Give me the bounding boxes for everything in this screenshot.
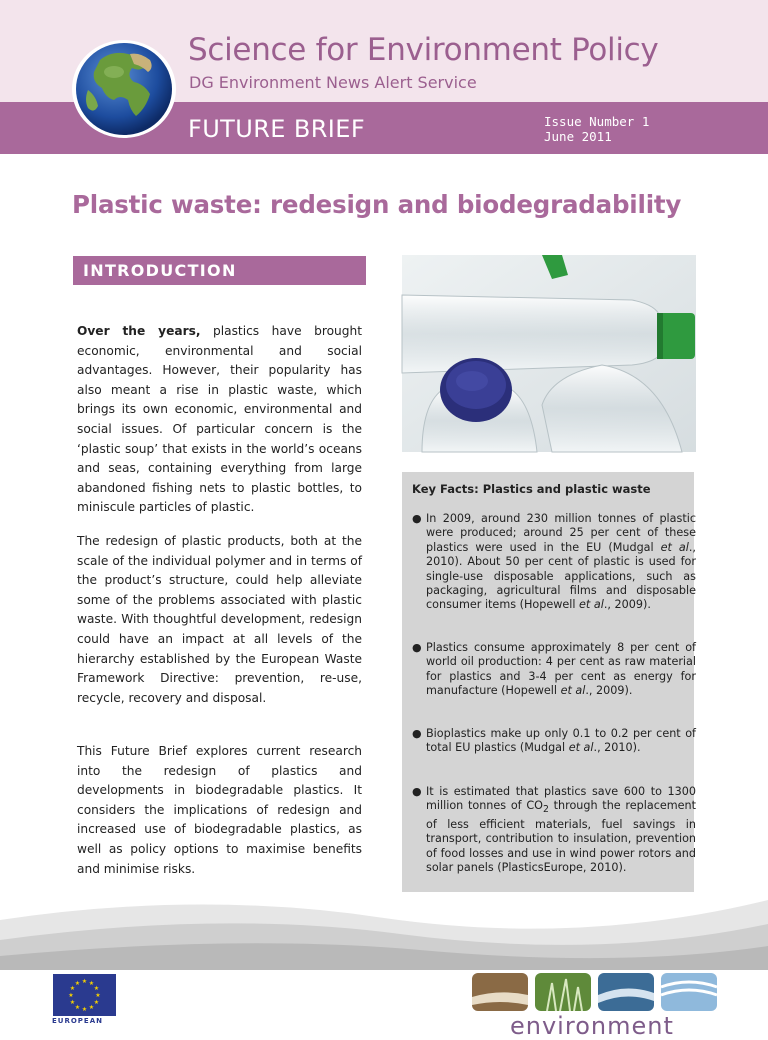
bullet-icon: ● bbox=[412, 641, 422, 654]
svg-text:★: ★ bbox=[93, 985, 100, 992]
svg-text:★: ★ bbox=[68, 992, 74, 999]
svg-text:★: ★ bbox=[88, 980, 95, 987]
page-title: Plastic waste: redesign and biodegradability bbox=[72, 190, 682, 219]
svg-text:★: ★ bbox=[69, 985, 76, 992]
issue-number: Issue Number 1 bbox=[544, 114, 650, 129]
fact-text: Bioplastics make up only 0.1 to 0.2 per cent of total EU plastics (Mudgal et al., 2010). bbox=[426, 727, 696, 755]
key-facts-box bbox=[402, 472, 694, 892]
bullet-icon: ● bbox=[412, 727, 422, 740]
intro-paragraph-1 bbox=[77, 322, 362, 518]
key-facts-title: Key Facts: Plastics and plastic waste bbox=[412, 482, 651, 496]
intro-paragraph-2: The redesign of plastic products, both at the scale of the individual polymer and in terms of the product’s structure, could help alleviate some of the problems associated with plastic waste. With thoughtful development, redesign could have an impact at all levels of the hierarchy established by the European Waste Framework Directive: prevention, re-use, recycle, recovery and disposal. bbox=[77, 534, 362, 705]
intro-paragraph-1-text: plastics have brought economic, environmental and social advantages. However, their popularity has also meant a rise in plastic waste, which brings its own economic, environmental and social issues. Of particular concern is the ‘plastic soup’ that exists in the world’s oceans and seas, containing everything from large abandoned fishing nets to plastic bottles, to miniscule particles of plastic. bbox=[77, 324, 362, 515]
environment-logo-tiles bbox=[472, 973, 718, 1013]
bullet-icon: ● bbox=[412, 785, 422, 798]
fact-text: It is estimated that plastics save 600 to 1300 million tonnes of $CO_2$ through the replacement of less efficient materials, fuel savings in transport, contribution to insulation, prevention of food losses and use in wind power rotors and solar panels (PlasticsEurope, 2010). bbox=[426, 785, 696, 875]
svg-text:★: ★ bbox=[81, 1006, 88, 1013]
eu-flag-icon bbox=[53, 974, 116, 1016]
svg-text:★: ★ bbox=[74, 980, 81, 987]
introduction-heading: INTRODUCTION bbox=[83, 261, 237, 280]
bullet-icon: ● bbox=[412, 512, 422, 525]
svg-text:★: ★ bbox=[69, 999, 76, 1006]
publication-title: Science for Environment Policy bbox=[188, 32, 659, 68]
svg-text:★: ★ bbox=[74, 1004, 81, 1011]
future-brief-label: FUTURE BRIEF bbox=[188, 115, 366, 143]
publication-subtitle: DG Environment News Alert Service bbox=[189, 73, 477, 92]
issue-info bbox=[544, 114, 649, 144]
issue-date: June 2011 bbox=[544, 129, 612, 144]
svg-text:★: ★ bbox=[95, 992, 101, 999]
environment-wordmark: environment bbox=[510, 1012, 674, 1040]
eu-label: EUROPEAN bbox=[52, 1017, 103, 1025]
decorative-waves bbox=[0, 890, 768, 970]
svg-text:★: ★ bbox=[88, 1004, 95, 1011]
globe-icon bbox=[70, 38, 178, 140]
svg-text:★: ★ bbox=[93, 999, 100, 1006]
fact-text: In 2009, around 230 million tonnes of plastic were produced; around 25 per cent of these plastics were used in the EU (Mudgal et al., 2010). About 50 per cent of plastic is used for single-use disposable applications, such as packaging, agricultural films and disposable consumer items (Hopewell et al., 2009). bbox=[426, 512, 696, 612]
plastic-bottles-photo bbox=[402, 255, 696, 452]
svg-text:★: ★ bbox=[81, 978, 88, 985]
intro-lead: Over the years, bbox=[77, 324, 201, 338]
fact-text: Plastics consume approximately 8 per cent of world oil production: 4 per cent as raw material for plastics and 3-4 per cent as energy for manufacture (Hopewell et al., 2009). bbox=[426, 641, 696, 698]
intro-paragraph-3: This Future Brief explores current research into the redesign of plastics and developments in biodegradable plastics. It considers the implications of redesign and increased use of biodegradable plastics, as well as policy options to maximise benefits and minimise risks. bbox=[77, 744, 362, 876]
